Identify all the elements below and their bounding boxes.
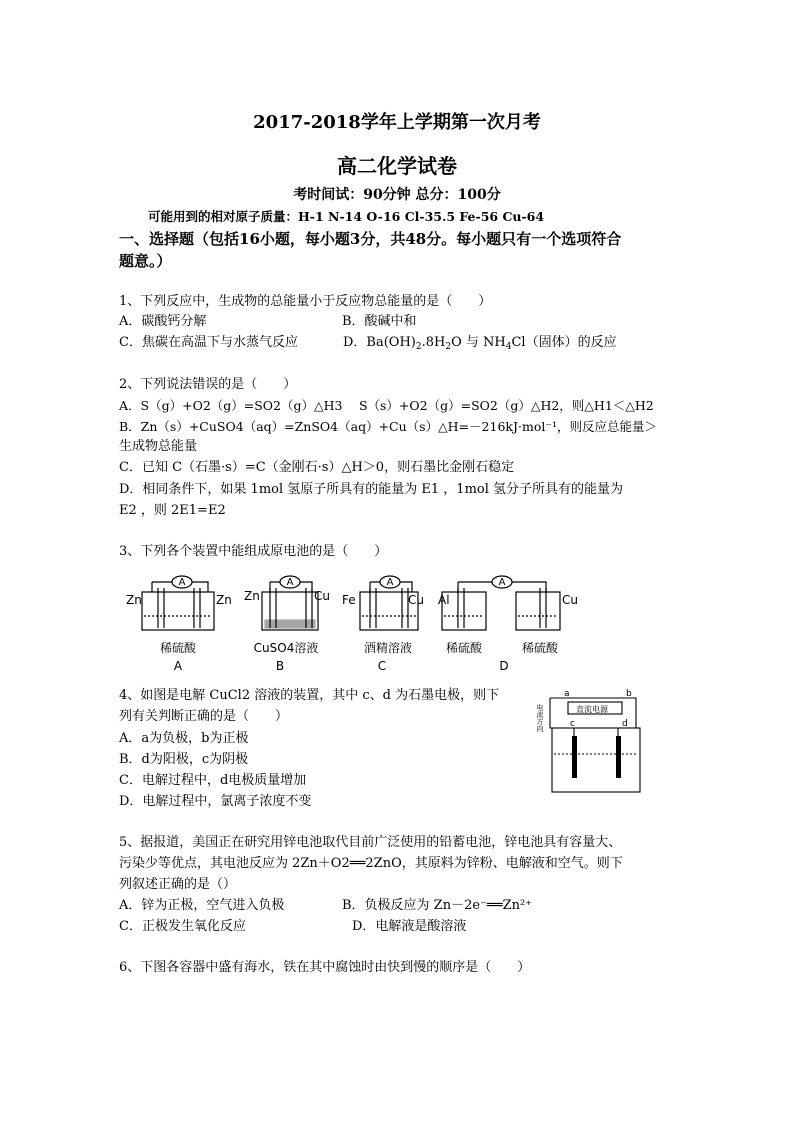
q3-meter-a: A: [178, 577, 186, 588]
svg-text:Zn: Zn: [216, 593, 232, 607]
svg-text:Cu: Cu: [314, 589, 330, 603]
svg-text:酒精溶液: 酒精溶液: [363, 641, 413, 655]
svg-text:Cu: Cu: [408, 593, 424, 607]
svg-text:Al: Al: [438, 593, 450, 607]
svg-text:b: b: [626, 689, 632, 699]
atomic-masses: 可能用到的相对原子质量：H-1 N-14 O-16 Cl-35.5 Fe-56 Cu-64: [148, 209, 545, 224]
q1-option-c: C．焦碳在高温下与水蒸气反应: [119, 335, 298, 350]
svg-text:直流电源: 直流电源: [576, 705, 608, 714]
q4-option-d: D．电解过程中，氯离子浓度不变: [119, 794, 312, 809]
svg-text:C: C: [377, 659, 387, 673]
q2-option-a: A．S（g）+O2（g）=SO2（g）△H3 S（s）+O2（g）=SO2（g）△H2，则△H1＜△H2: [119, 398, 654, 413]
q2-option-d-cont: E2 ，则 2E1=E2: [119, 503, 226, 518]
q4-electrolysis-figure: [536, 688, 656, 800]
q3-stem: 3、下列各个装置中能组成原电池的是（ ）: [119, 544, 388, 559]
q5-option-a: A．锌为正极，空气进入负极: [119, 898, 285, 913]
q3-apparatus-figure: [120, 570, 600, 680]
svg-text:CuSO4溶液: CuSO4溶液: [253, 641, 319, 655]
exam-subtitle: 高二化学试卷: [337, 154, 457, 178]
q3-meter-c: A: [386, 577, 394, 588]
q3-meter-b: A: [286, 577, 294, 588]
svg-text:Cu: Cu: [562, 593, 578, 607]
q4-option-a: A．a为负极，b为正极: [119, 731, 249, 746]
q5-option-b: B．负极反应为 Zn－2e⁻══Zn²⁺: [342, 898, 533, 913]
q1-stem: 1、下列反应中，生成物的总能量小于反应物总能量的是（ ）: [119, 294, 492, 309]
svg-text:稀硫酸: 稀硫酸: [159, 641, 197, 655]
section-heading: 一、选择题（包括16小题，每小题3分，共48分。每小题只有一个选项符合: [119, 230, 622, 248]
q5-stem-cont2: 列叙述正确的是（）: [119, 877, 237, 892]
svg-text:稀硫酸: 稀硫酸: [521, 641, 559, 655]
svg-text:稀硫酸: 稀硫酸: [445, 641, 483, 655]
time-and-score: 考时间试：90分钟 总分：100分: [293, 187, 501, 203]
q4-option-c: C．电解过程中，d电极质量增加: [119, 773, 307, 788]
q6-stem: 6、下图各容器中盛有海水，铁在其中腐蚀时由快到慢的顺序是（ ）: [119, 960, 531, 975]
q4-option-b: B．d为阳极，c为阴极: [119, 752, 249, 767]
q2-stem: 2、下列说法错误的是（ ）: [119, 377, 297, 392]
svg-text:Zn: Zn: [126, 593, 142, 607]
svg-text:c: c: [570, 719, 575, 729]
q1-option-a: A．碳酸钙分解: [119, 314, 207, 329]
exam-title: 2017-2018学年上学期第一次月考: [253, 112, 541, 133]
svg-text:d: d: [622, 719, 628, 729]
svg-text:A: A: [173, 659, 183, 673]
q5-stem: 5、据报道，美国正在研究用锌电池取代目前广泛使用的铅蓄电池，锌电池具有容量大、: [119, 835, 622, 850]
svg-text:D: D: [499, 659, 509, 673]
svg-text:B: B: [275, 659, 285, 673]
svg-text:电流方向: 电流方向: [536, 704, 544, 732]
q3-meter-d: A: [498, 577, 506, 588]
q2-option-d: D．相同条件下，如果 1mol 氢原子所具有的能量为 E1 ，1mol 氢分子所具有的能量为: [119, 482, 624, 497]
svg-text:Zn: Zn: [244, 589, 260, 603]
q5-stem-cont1: 污染少等优点，其电池反应为 2Zn＋O2══2ZnO，其原料为锌粉、电解液和空气。则下: [119, 856, 623, 871]
q1-option-d: D．$Ba(OH)_2.8H_2O$ 与 $NH_4Cl$（固体）的反应: [343, 335, 617, 352]
q1-option-b: B．酸碱中和: [342, 314, 417, 329]
svg-text:a: a: [564, 689, 570, 699]
q2-option-b: B．Zn（s）+CuSO4（aq）=ZnSO4（aq）+Cu（s）△H=－216kJ·mol⁻¹，则反应总能量＞: [119, 419, 657, 434]
q5-option-d: D．电解液是酸溶液: [352, 919, 467, 934]
q4-stem-cont: 列有关判断正确的是（ ）: [119, 709, 289, 724]
q2-option-c: C．已知 C（石墨·s）=C（金刚石·s）△H＞0，则石墨比金刚石稳定: [119, 460, 515, 475]
q4-stem: 4、如图是电解 CuCl2 溶液的装置，其中 c、d 为石墨电极，则下: [119, 688, 500, 703]
section-heading-cont: 题意。）: [119, 252, 172, 270]
svg-text:Fe: Fe: [342, 593, 356, 607]
q2-option-b-cont: 生成物总能量: [119, 439, 198, 454]
q5-option-c: C．正极发生氧化反应: [119, 919, 246, 934]
